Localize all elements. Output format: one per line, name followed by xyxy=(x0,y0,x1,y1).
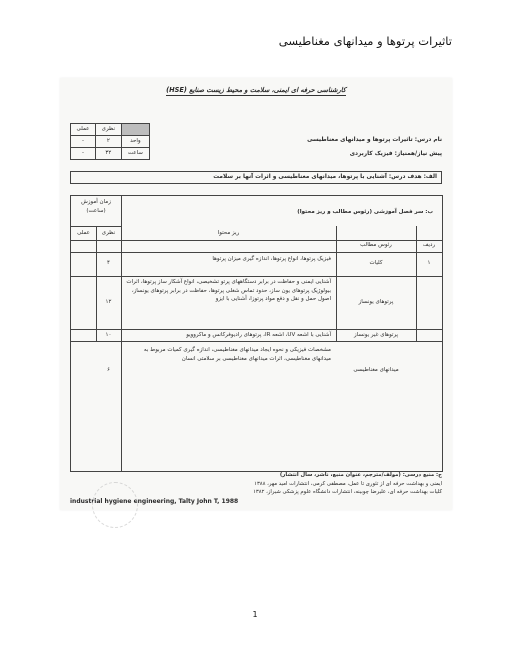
hours-label: ساعت xyxy=(121,148,149,160)
page-number: 1 xyxy=(252,610,258,619)
course-goal: الف: هدف درس: آشنایی با پرتوها، میدانهای مغناطیسی و اثرات آنها بر سلامت xyxy=(70,171,442,184)
row-2-details: آشنایی ایمنی و حفاظت در برابر دستگاههای پرتو تشخیصی، انواع آشکار ساز پرتوها، اثرات بیولوژیک پرتوهای یون ساز، حدود تماس شغلی پرتوها، حفاظت در برابر پرتوهای یونساز، اصول حمل و نقل و دفع مواد پرتوزا، آشنایی با ایزو xyxy=(126,279,331,303)
col-header-practical: عملی xyxy=(77,230,90,236)
hours-col-theory: نظری xyxy=(95,124,121,136)
units-theory: ۲ xyxy=(95,136,121,148)
reference-2: کلیات بهداشت حرفه ای، علیرضا چوبینه، انتشارات دانشگاه علوم پزشکی شیراز، ۱۳۸۲ xyxy=(253,489,442,496)
row-1-number: ۱ xyxy=(427,260,431,266)
hours-table xyxy=(70,123,150,160)
hours-practical: - xyxy=(71,148,96,160)
row-4-details: مشخصات فیزیکی و نحوه ایجاد میدانهای مغناطیسی، اندازه گیری کمیات مربوط به میدانهای مغناطیسی، اثرات میدانهای مغناطیسی بر سلامتی انسان xyxy=(143,347,331,362)
reference-english: industrial hygiene engineering, Talty John T, 1988 xyxy=(70,498,239,506)
col-header-row: ردیف xyxy=(422,242,436,248)
row-3-topic: پرتوهای غیر یونساز xyxy=(353,332,399,338)
row-2-topic: پرتوهای یونساز xyxy=(358,299,394,305)
syllabus-title: کارشناسی حرفه ای ایمنی، سلامت و محیط زیست صنایع (HSE) xyxy=(166,86,346,94)
references-title: ج: منبع درسی: (مولف/مترجم، عنوان منبع، ناشر، سال انتشار) xyxy=(279,472,442,478)
row-4-topic: میدانهای مغناطیسی xyxy=(353,367,399,373)
scanned-syllabus xyxy=(60,78,452,510)
hours-theory: ۳۲ xyxy=(95,148,121,160)
page-header: تاثیرات پرتوها و میدانهای مغناطیسی xyxy=(278,34,452,48)
row-4-theory: ۶ xyxy=(107,367,110,373)
col-header-details: ریز محتوا xyxy=(217,230,240,236)
units-label: واحد xyxy=(121,136,149,148)
prerequisite: پیش نیاز/همنیاز: فیزیک کاربردی xyxy=(349,151,442,157)
hours-col-practical: عملی xyxy=(71,124,96,136)
row-1-topic: کلیات xyxy=(369,260,383,266)
col-header-theory: نظری xyxy=(101,230,116,236)
units-practical: - xyxy=(71,136,96,148)
row-3-theory: ۱۰ xyxy=(105,332,112,338)
training-time-label: زمان آموزش (ساعت) xyxy=(81,199,111,214)
section-b-title: ب: سر فصل آموزشی (رئوس مطالب و ریز محتوا) xyxy=(297,209,433,215)
seal-stamp xyxy=(92,482,138,528)
col-header-topics: رئوس مطالب xyxy=(360,242,392,248)
reference-1: ایمنی و بهداشت حرفه ای از تئوری تا عمل، مصطفی کرمی، انتشارات امید مهر، ۱۳۸۸ xyxy=(254,480,442,487)
course-name: نام درس: تاثیرات پرتوها و میدانهای مغناطیسی xyxy=(307,137,442,143)
row-2-theory: ۱۲ xyxy=(105,299,112,305)
syllabus-table xyxy=(70,195,443,472)
row-1-details: فیزیک پرتوها، انواع پرتوها، اندازه گیری میزان پرتوها xyxy=(212,256,331,262)
row-1-theory: ۴ xyxy=(107,260,110,266)
row-3-details: آشنایی با اشعه UV، اشعه IR، پرتوهای رادیوفرکانس و ماکروویو xyxy=(186,332,331,338)
